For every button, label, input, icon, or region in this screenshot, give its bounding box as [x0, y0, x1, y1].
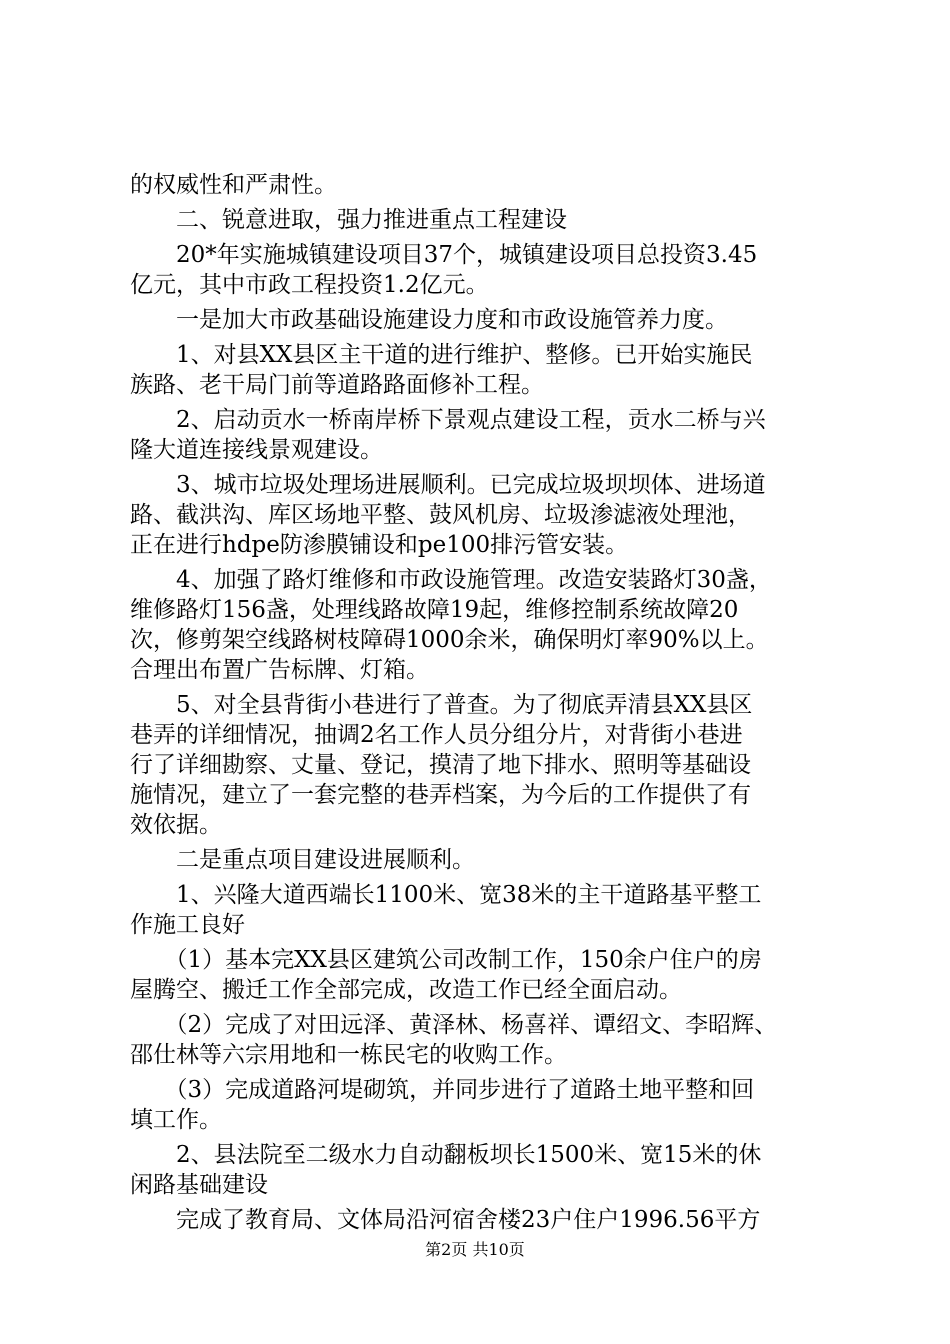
text-line: 的权威性和严肃性。	[130, 172, 337, 198]
text-line: 填工作。	[130, 1107, 222, 1133]
text-line: 作施工良好	[130, 912, 245, 938]
text-line: （1）基本完XX县区建筑公司改制工作，150余户住户的房	[130, 947, 762, 973]
page-number-footer: 第2页 共10页	[425, 1240, 525, 1259]
section-heading: 二、锐意进取，强力推进重点工程建设	[130, 207, 567, 233]
text-line: 4、加强了路灯维修和市政设施管理。改造安装路灯30盏，	[130, 567, 772, 593]
text-line: 族路、老干局门前等道路路面修补工程。	[130, 372, 544, 398]
text-line: 行了详细勘察、丈量、登记，摸清了地下排水、照明等基础设	[130, 752, 751, 778]
text-line: 效依据。	[130, 812, 222, 838]
text-line: 维修路灯156盏，处理线路故障19起，维修控制系统故障20	[130, 597, 739, 623]
text-line: （2）完成了对田远泽、黄泽林、杨喜祥、谭绍文、李昭辉、	[130, 1012, 778, 1038]
text-line: 路、截洪沟、库区场地平整、鼓风机房、垃圾渗滤液处理池，	[130, 502, 751, 528]
text-line: 邵仕林等六宗用地和一栋民宅的收购工作。	[130, 1042, 567, 1068]
text-line: 亿元，其中市政工程投资1.2亿元。	[130, 272, 489, 298]
text-line: 合理出布置广告标牌、灯箱。	[130, 657, 429, 683]
text-line: 5、对全县背街小巷进行了普查。为了彻底弄清县XX县区	[130, 692, 753, 718]
text-line: 巷弄的详细情况，抽调2名工作人员分组分片，对背街小巷进	[130, 722, 743, 748]
text-line: 1、兴隆大道西端长1100米、宽38米的主干道路基平整工	[130, 882, 762, 908]
text-line: 2、启动贡水一桥南岸桥下景观点建设工程，贡水二桥与兴	[130, 407, 766, 433]
text-line: 隆大道连接线景观建设。	[130, 437, 383, 463]
text-line: 闲路基础建设	[130, 1172, 268, 1198]
text-line: 次，修剪架空线路树枝障碍1000余米，确保明灯率90%以上。	[130, 627, 769, 653]
text-line: 完成了教育局、文体局沿河宿舍楼23户住户1996.56平方	[130, 1207, 761, 1233]
text-line: 2、县法院至二级水力自动翻板坝长1500米、宽15米的休	[130, 1142, 762, 1168]
text-line: 20*年实施城镇建设项目37个，城镇建设项目总投资3.45	[130, 242, 758, 268]
text-line: 正在进行hdpe防渗膜铺设和pe100排污管安装。	[130, 532, 629, 558]
text-line: （3）完成道路河堤砌筑，并同步进行了道路土地平整和回	[130, 1077, 755, 1103]
text-line: 屋腾空、搬迁工作全部完成，改造工作已经全面启动。	[130, 977, 682, 1003]
text-line: 二是重点项目建设进展顺利。	[130, 847, 475, 873]
text-line: 3、城市垃圾处理场进展顺利。已完成垃圾坝坝体、进场道	[130, 472, 766, 498]
text-line: 一是加大市政基础设施建设力度和市政设施管养力度。	[130, 307, 728, 333]
text-line: 1、对县XX县区主干道的进行维护、整修。已开始实施民	[130, 342, 753, 368]
text-line: 施情况，建立了一套完整的巷弄档案，为今后的工作提供了有	[130, 782, 751, 808]
